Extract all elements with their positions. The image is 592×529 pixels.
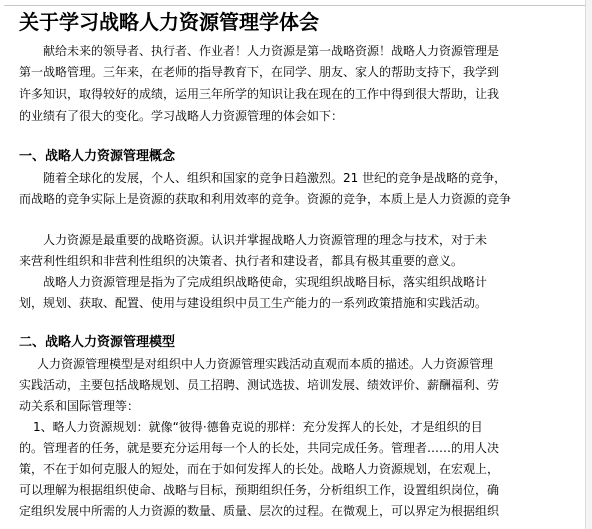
intro-line: 的业绩有了很大的变化。学习战略人力资源管理的体会如下： — [19, 109, 344, 123]
paragraph-line: 动关系和国际管理等： — [19, 399, 140, 413]
intro-line: 许多知识，取得较好的成绩，运用三年所学的知识让我在现在的工作中得到很大帮助，让我 — [19, 87, 500, 101]
paragraph-line: 人力资源是最重要的战略资源。认识并掌握战略人力资源管理的理念与技术，对于未 — [43, 233, 488, 247]
vertical-scrollbar[interactable] — [585, 0, 592, 529]
paragraph-line: 随着全球化的发展，个人、组织和国家的竞争日趋激烈。21 世纪的竞争是战略的竞争， — [43, 171, 507, 185]
paragraph-line: 战略人力资源管理是指为了完成组织战略使命，实现组织战略目标，落实组织战略计 — [43, 275, 488, 289]
paragraph-line: 策，不在于如何克服人的短处，而在于如何发挥人的长处。战略人力资源规划，在宏观上， — [19, 462, 500, 476]
paragraph-line: 实践活动，主要包括战略规划、员工招聘、测试选拔、培训发展、绩效评价、薪酬福利、劳 — [19, 378, 500, 392]
section-heading-1: 一、战略人力资源管理概念 — [19, 149, 176, 164]
intro-line: 第一战略管理。三年来，在老师的指导教育下，在同学、朋友、家人的帮助支持下，我学到 — [19, 65, 500, 79]
top-border-line — [4, 5, 588, 6]
document-title: 关于学习战略人力资源管理学体会 — [19, 10, 319, 34]
paragraph-line: 人力资源管理模型是对组织中人力资源管理实践活动直观而本质的描述。人力资源管理 — [37, 357, 494, 371]
paragraph-line: 而战略的竞争实际上是资源的获取和利用效率的竞争。资源的竞争，本质上是人力资源的竞争 — [19, 192, 512, 206]
paragraph-line: 可以理解为根据组织使命、战略与目标，预期组织任务，分析组织工作，设置组织岗位，确 — [19, 483, 500, 497]
paragraph-line: 划，规划、获取、配置、使用与建设组织中员工生产能力的一系列政策措施和实践活动。 — [19, 296, 488, 310]
paragraph-line: 的。管理者的任务，就是要充分运用每一个人的长处，共同完成任务。管理者……的用人决 — [19, 441, 500, 455]
section-heading-2: 二、战略人力资源管理模型 — [19, 335, 176, 350]
intro-line: 献给未来的领导者、执行者、作业者！人力资源是第一战略资源！战略人力资源管理是 — [43, 44, 500, 58]
paragraph-line: 1、略人力资源规划：就像“彼得·德鲁克说的那样：充分发挥人的长处，才是组织的目 — [33, 420, 483, 434]
paragraph-line: 来营利性组织和非营利性组织的决策者、执行者和建设者，都具有极其重要的意义。 — [19, 254, 464, 268]
paragraph-line: 定组织发展中所需的人力资源的数量、质量、层次的过程。在微观上，可以界定为根据组织 — [19, 504, 500, 518]
